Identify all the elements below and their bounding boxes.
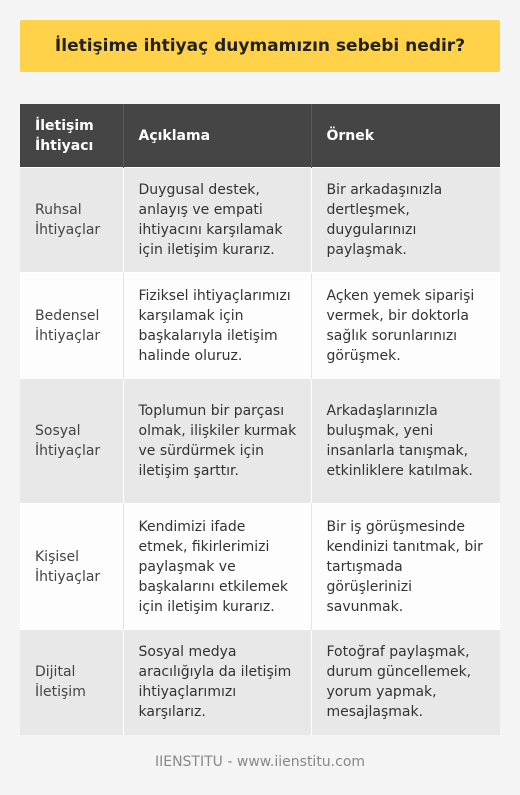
column-header-description: Açıklama (123, 104, 311, 168)
table-row (20, 273, 500, 379)
table-row (20, 379, 500, 504)
description-cell: Sosyal medya aracılığıyla da iletişim ihtiyaçlarımızı karşılarız. (123, 630, 311, 735)
page-title: İletişime ihtiyaç duymamızın sebebi nedir? (20, 20, 500, 72)
description-cell: Duygusal destek, anlayış ve empati ihtiyacını karşılamak için iletişim kurarız. (123, 168, 311, 273)
description-cell: Toplumun bir parçası olmak, ilişkiler kurmak ve sürdürmek için iletişim şarttır. (123, 379, 311, 504)
example-cell: Arkadaşlarınızla buluşmak, yeni insanlarla tanışmak, etkinliklere katılmak. (311, 379, 500, 504)
example-cell: Fotoğraf paylaşmak, durum güncellemek, yorum yapmak, mesajlaşmak. (311, 630, 500, 735)
example-cell: Bir iş görüşmesinde kendinizi tanıtmak, bir tartışmada görüşlerinizi savunmak. (311, 504, 500, 630)
need-cell: Kişisel İhtiyaçlar (20, 504, 123, 630)
need-cell: Sosyal İhtiyaçlar (20, 379, 123, 504)
column-header-example: Örnek (311, 104, 500, 168)
footer-credit: IIENSTITU - www.iienstitu.com (154, 754, 366, 770)
example-cell: Açken yemek siparişi vermek, bir doktorla sağlık sorunlarınızı görüşmek. (311, 273, 500, 379)
table-row (20, 630, 500, 735)
example-cell: Bir arkadaşınızla dertleşmek, duygularınızı paylaşmak. (311, 168, 500, 273)
table-row (20, 504, 500, 630)
need-cell: Bedensel İhtiyaçlar (20, 273, 123, 379)
need-cell: Ruhsal İhtiyaçlar (20, 168, 123, 273)
table-row (20, 168, 500, 273)
need-cell: Dijital İletişim (20, 630, 123, 735)
description-cell: Fiziksel ihtiyaçlarımızı karşılamak için başkalarıyla iletişim halinde oluruz. (123, 273, 311, 379)
column-header-need: İletişim İhtiyacı (20, 104, 123, 168)
description-cell: Kendimizi ifade etmek, fikirlerimizi paylaşmak ve başkalarını etkilemek için iletişim kurarız. (123, 504, 311, 630)
needs-table (20, 104, 500, 735)
table-header-row (20, 104, 500, 168)
